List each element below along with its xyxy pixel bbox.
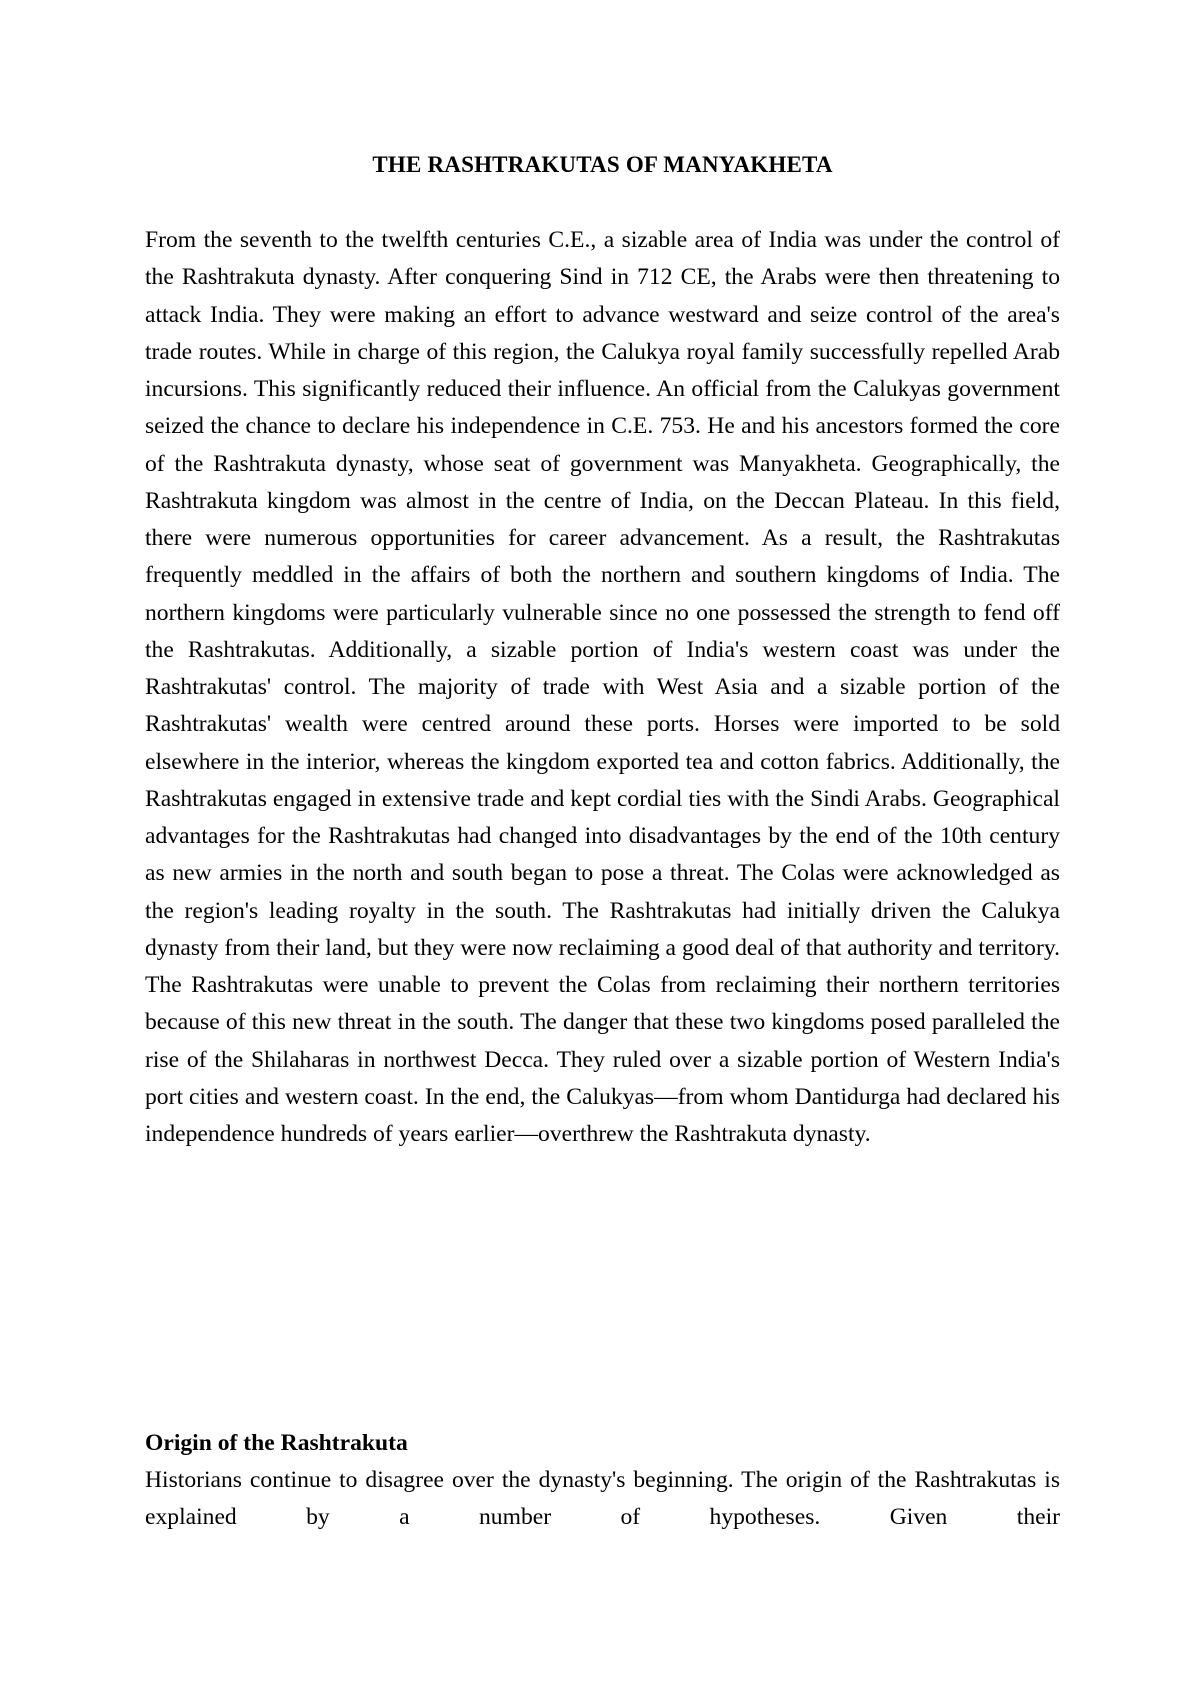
section-paragraph: Historians continue to disagree over the dynasty's beginning. The origin of the Rashtrakutas is explained by a number of hypotheses. Given their (145, 1467, 1060, 1531)
section-heading: Origin of the Rashtrakuta (145, 1430, 408, 1456)
document-title: THE RASHTRAKUTAS OF MANYAKHETA (372, 152, 833, 177)
intro-paragraph: From the seventh to the twelfth centuries C.E., a sizable area of India was under the control of the Rashtrakuta dynasty. After conquering Sind in 712 CE, the Arabs were then threatening to attack India. They were making an effort to advance westward and seize control of the area's trade routes. While in charge of this region, the Calukya royal family successfully repelled Arab incursions. This significantly reduced their influence. An official from the Calukyas government seized the chance to declare his independence in C.E. 753. He and his ancestors formed the core of the Rashtrakuta dynasty, whose seat of government was Manyakheta. Geographically, the Rashtrakuta kingdom was almost in the centre of India, on the Deccan Plateau. In this field, there were numerous opportunities for career advancement. As a result, the Rashtrakutas frequently meddled in the affairs of both the northern and southern kingdoms of India. The northern kingdoms were particularly vulnerable since no one possessed the strength to fend off the Rashtrakutas. Additionally, a sizable portion of India's western coast was under the Rashtrakutas' control. The majority of trade with West Asia and a sizable portion of the Rashtrakutas' wealth were centred around these ports. Horses were imported to be sold elsewhere in the interior, whereas the kingdom exported tea and cotton fabrics. Additionally, the Rashtrakutas engaged in extensive trade and kept cordial ties with the Sindi Arabs. Geographical advantages for the Rashtrakutas had changed into disadvantages by the end of the 10th century as new armies in the north and south began to pose a threat. The Colas were acknowledged as the region's leading royalty in the south. The Rashtrakutas had initially driven the Calukya dynasty from their land, but they were now reclaiming a good deal of that authority and territory. The Rashtrakutas were unable to prevent the Colas from reclaiming their northern territories because of this new threat in the south. The danger that these two kingdoms posed paralleled the rise of the Shilaharas in northwest Decca. They ruled over a sizable portion of Western India's port cities and western coast. In the end, the Calukyas—from whom Dantidurga had declared his independence hundreds of years earlier—overthrew the Rashtrakuta dynasty. (145, 227, 1060, 1147)
